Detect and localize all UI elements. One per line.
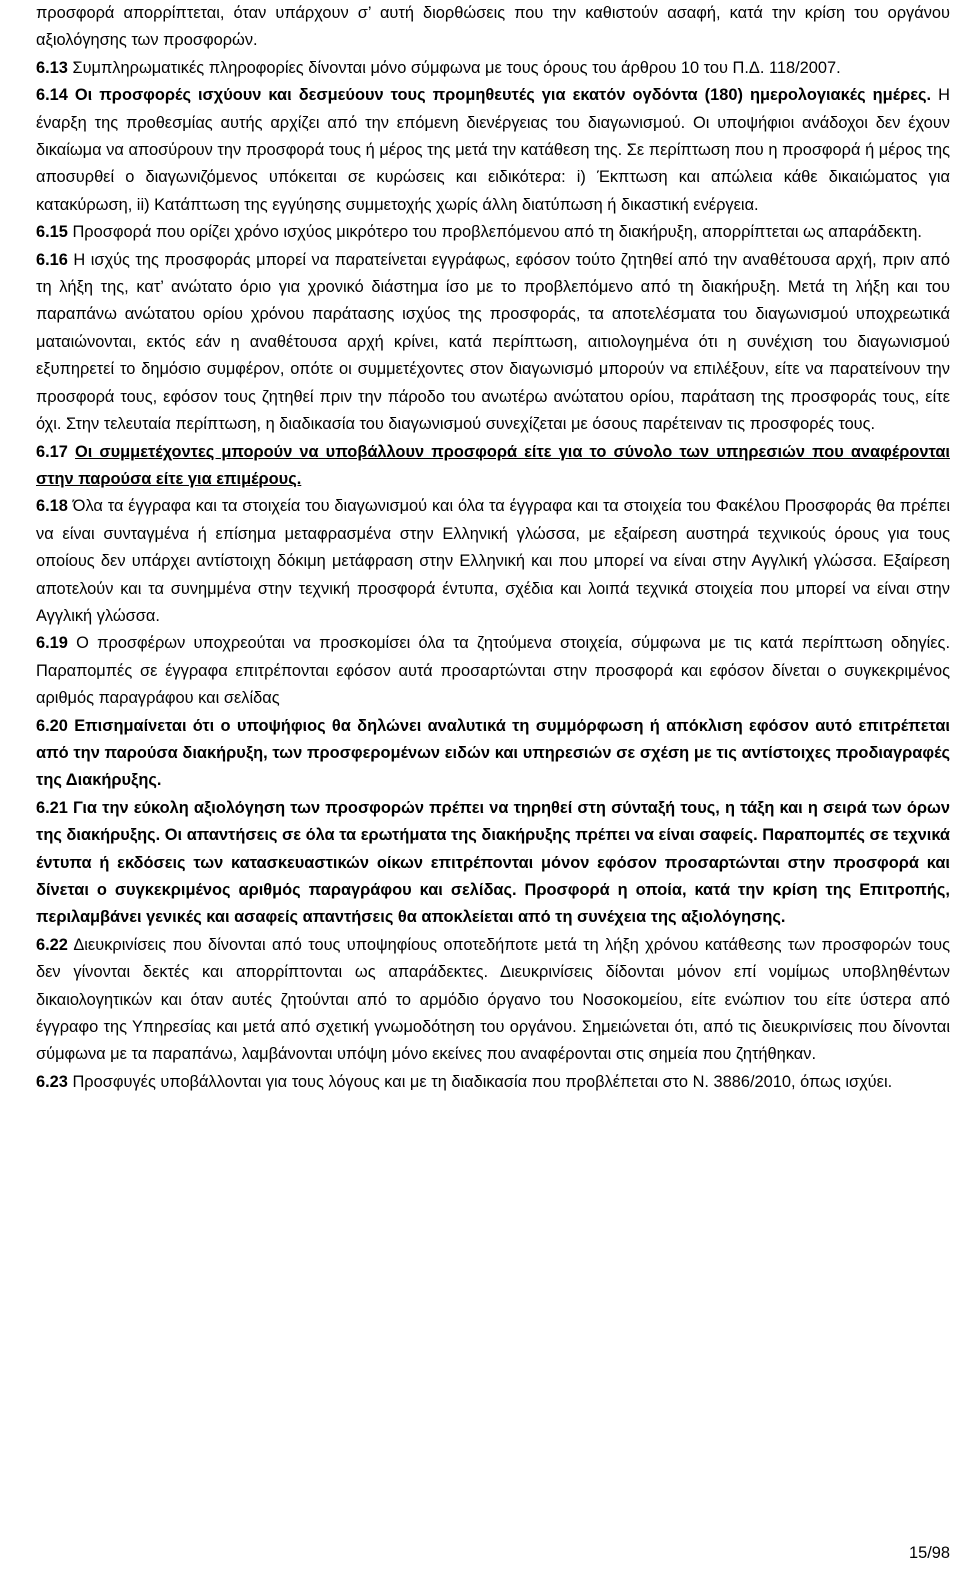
paragraph-text: Για την εύκολη αξιολόγηση των προσφορών πρέπει να τηρηθεί στη σύνταξή τους, η τάξη και η σειρά των όρων της διακήρυξης. Οι απαντήσεις σε όλα τα ερωτήματα της διακήρυξης πρέπει να είναι σαφείς. Παραπομπές σε τεχνικά έντυπα ή εκδόσεις των κατασκευαστικών οίκων επιτρέπονται μόνον εφόσον προσαρτώνται στην προσφορά και δίνεται ο συγκεκριμένος αριθμός παραγράφου και σελίδας. Προσφορά η οποία, κατά την κρίση της Επιτροπής, περιλαμβάνει γενικές και ασαφείς απαντήσεις θα αποκλείεται από τη συνέχεια της αξιολόγησης. <box>36 798 950 927</box>
document-page <box>36 0 950 1096</box>
paragraph-text: Διευκρινίσεις που δίνονται από τους υποψηφίους οποτεδήποτε μετά τη λήξη χρόνου κατάθεσης των προσφορών τους δεν γίνονται δεκτές και απορρίπτονται ως απαράδεκτες. Διευκρινίσεις δίδονται μόνον επί νομίμως υποβληθέντων δικαιολογητικών και όταν αυτές ζητούνται από το αρμόδιο όργανο του Νοσοκομείου, είτε ενώπιον του είτε ύστερα από έγγραφο της Υπηρεσίας και μετά από σχετική γνωμοδότηση του οργάνου. Σημειώνεται ότι, από τις διευκρινίσεις που δίνονται σύμφωνα με τα παραπάνω, λαμβάνονται υπόψη μόνο εκείνες που αναφέρονται στις σημεία που ζητήθηκαν. <box>36 935 950 1064</box>
paragraph-bold-text: Οι προσφορές ισχύουν και δεσμεύουν τους προμηθευτές για εκατόν ογδόντα (180) ημερολογιακές ημέρες. <box>67 86 932 105</box>
paragraph-number: 6.22 <box>36 935 68 954</box>
paragraph-number: 6.21 <box>36 798 68 817</box>
paragraph-number: 6.16 <box>36 250 68 269</box>
paragraph-text: Η έναρξη της προθεσμίας αυτής αρχίζει από την επόμενη διενέργειας του διαγωνισμού. Οι υποψήφιοι ανάδοχοι δεν έχουν δικαίωμα να αποσύρουν την προσφορά τους ή μέρος της μετά την κατάθεση της. Σε περίπτωση που η προσφορά ή μέρος της αποσυρθεί ο διαγωνιζόμενος υπόκειται σε κυρώσεις και ειδικότερα: i) Έκπτωση και απώλεια κάθε δικαιώματος για κατακύρωση, ii) Κατάπτωση της εγγύησης συμμετοχής χωρίς άλλη διατύπωση ή δικαστική ενέργεια. <box>36 86 950 214</box>
paragraph-6-17 <box>36 439 950 494</box>
paragraph-text: Επισημαίνεται ότι ο υποψήφιος θα δηλώνει αναλυτικά τη συμμόρφωση ή απόκλιση εφόσον αυτό επιτρέπεται από την παρούσα διακήρυξη, των προσφερομένων ειδών και υπηρεσιών σε σχέση με τις αντίστοιχες προδιαγραφές της Διακήρυξης. <box>36 716 950 790</box>
paragraph-text: προσφορά απορρίπτεται, όταν υπάρχουν σ’ αυτή διορθώσεις που την καθιστούν ασαφή, κατά την κρίση του οργάνου αξιολόγησης των προσφορών. <box>36 4 950 50</box>
paragraph-intro <box>36 0 950 55</box>
paragraph-text: Όλα τα έγγραφα και τα στοιχεία του διαγωνισμού και όλα τα έγγραφα και τα στοιχεία του Φακέλου Προσφοράς θα πρέπει να είναι συνταγμένα ή επίσημα μεταφρασμένα στην Ελληνική γλώσσα, με εξαίρεση αυστηρά τεχνικούς όρους για τους οποίους δεν υπάρχει αντίστοιχη δόκιμη μετάφραση στην Ελληνική και που μπορεί να είναι στην Αγγλική γλώσσα. Εξαίρεση αποτελούν και τα συνημμένα στην τεχνική προσφορά έντυπα, σχέδια και λοιπά τεχνικά στοιχεία που μπορεί να είναι στην Αγγλική γλώσσα. <box>36 497 950 625</box>
paragraph-6-19 <box>36 630 950 712</box>
paragraph-text: Ο προσφέρων υποχρεούται να προσκομίσει όλα τα ζητούμενα στοιχεία, σύμφωνα με τις κατά περίπτωση οδηγίες. Παραπομπές σε έγγραφα επιτρέπονται εφόσον αυτά προσαρτώνται στην προσφορά και εφόσον δίνεται ο συγκεκριμένος αριθμός παραγράφου και σελίδας <box>36 634 950 708</box>
paragraph-number: 6.19 <box>36 634 68 653</box>
paragraph-text: Η ισχύς της προσφοράς μπορεί να παρατείνεται εγγράφως, εφόσον τούτο ζητηθεί από την αναθέτουσα αρχή, πριν από τη λήξη της, κατ’ ανώτατο όριο για χρονικό διάστημα ίσο με το προβλεπόμενο από τη διακήρυξη. Μετά τη λήξη και του παραπάνω ανώτατου ορίου χρόνου παράτασης ισχύος της προσφοράς, τα αποτελέσματα του διαγωνισμού υποχρεωτικά ματαιώνονται, εκτός εάν η αναθέτουσα αρχή κρίνει, κατά περίπτωση, αιτιολογημένα ότι η συνέχιση του διαγωνισμού εξυπηρετεί το δημόσιο συμφέρον, οπότε οι συμμετέχοντες στον διαγωνισμό μπορούν να επιλέξουν, είτε να παρατείνουν την προσφορά τους, εφόσον τους ζητηθεί πριν την πάροδο του ανωτέρω ανώτατου ορίου, παράταση της προσφοράς τους, είτε όχι. Στην τελευταία περίπτωση, η διαδικασία του διαγωνισμού συνεχίζεται με όσους παρέτειναν τις προσφορές τους. <box>36 250 950 434</box>
paragraph-text: Προσφορά που ορίζει χρόνο ισχύος μικρότερο του προβλεπόμενου από τη διακήρυξη, απορρίπτεται ως απαράδεκτη. <box>67 223 922 242</box>
paragraph-6-13 <box>36 55 950 82</box>
paragraph-number: 6.17 <box>36 442 68 461</box>
paragraph-number: 6.13 <box>36 58 68 77</box>
paragraph-number: 6.18 <box>36 497 68 516</box>
paragraph-6-20 <box>36 713 950 795</box>
paragraph-6-16 <box>36 247 950 439</box>
paragraph-6-15 <box>36 219 950 246</box>
paragraph-text: Συμπληρωματικές πληροφορίες δίνονται μόνο σύμφωνα με τους όρους του άρθρου 10 του Π.Δ. 118/2007. <box>67 58 841 77</box>
paragraph-6-22 <box>36 932 950 1069</box>
paragraph-number: 6.14 <box>36 86 68 105</box>
paragraph-6-18 <box>36 493 950 630</box>
paragraph-text: Προσφυγές υποβάλλονται για τους λόγους και με τη διαδικασία που προβλέπεται στο Ν. 3886/2010, όπως ισχύει. <box>67 1072 893 1091</box>
paragraph-number: 6.20 <box>36 716 68 735</box>
paragraph-number: 6.15 <box>36 223 68 242</box>
paragraph-number: 6.23 <box>36 1072 68 1091</box>
paragraph-underlined-text: Οι συμμετέχοντες μπορούν να υποβάλλουν προσφορά είτε για το σύνολο των υπηρεσιών που αναφέρονται στην παρούσα είτε για επιμέρους. <box>36 442 950 488</box>
paragraph-6-23 <box>36 1069 950 1096</box>
paragraph-6-14 <box>36 82 950 219</box>
paragraph-6-21 <box>36 795 950 932</box>
page-number: 15/98 <box>908 1544 950 1562</box>
